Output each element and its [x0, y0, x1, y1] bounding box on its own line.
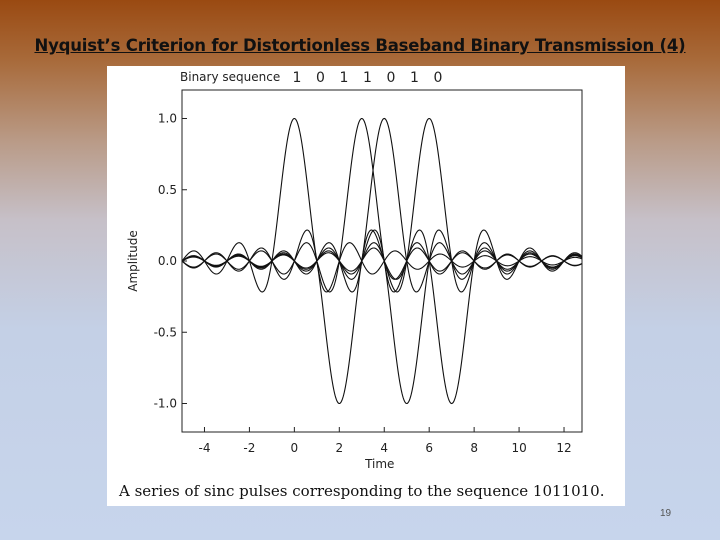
- binary-sequence-bits: [293, 70, 443, 86]
- x-tick-label: 8: [470, 441, 478, 455]
- sinc-pulse-bit-1: [182, 119, 582, 292]
- sequence-bit: 0: [386, 70, 396, 86]
- figure-caption: A series of sinc pulses corresponding to the sequence 1011010.: [119, 482, 605, 500]
- slide-number: 19: [660, 508, 672, 519]
- y-axis-label: Amplitude: [126, 230, 140, 292]
- x-tick-label: 10: [511, 441, 527, 455]
- sinc-pulse-chart: [107, 66, 625, 506]
- y-tick-label: 1.0: [157, 111, 177, 126]
- sequence-bit: 1: [410, 70, 419, 86]
- x-tick-label: 0: [290, 441, 299, 455]
- sinc-pulse-bit-3: [182, 119, 582, 292]
- x-axis-label: Time: [365, 457, 395, 471]
- sequence-bit: 0: [433, 70, 443, 86]
- x-tick-label: 12: [556, 441, 572, 455]
- sinc-curves: [182, 119, 582, 404]
- x-tick-label: -4: [198, 441, 211, 455]
- plot-frame: [182, 90, 582, 432]
- x-tick-label: 6: [425, 441, 434, 455]
- sinc-pulse-bit-4: [182, 119, 582, 292]
- sequence-bit: 1: [363, 70, 372, 86]
- binary-sequence-label: Binary sequence: [180, 70, 281, 84]
- sequence-bit: 0: [316, 70, 325, 86]
- x-tick-label: -2: [243, 441, 256, 455]
- sequence-bit: 1: [339, 70, 349, 86]
- y-tick-label: -0.5: [153, 325, 177, 340]
- y-tick-label: 0.0: [157, 254, 177, 268]
- y-tick-label: -1.0: [153, 396, 177, 411]
- chart-figure: [107, 66, 625, 506]
- slide-title: Nyquist’s Criterion for Distortionless Baseband Binary Transmission (4): [34, 36, 686, 55]
- x-tick-label: 4: [380, 441, 389, 455]
- x-tick-label: 2: [335, 441, 344, 455]
- sequence-bit: 1: [292, 70, 302, 86]
- sinc-pulse-bit-6: [182, 119, 582, 292]
- x-tick-labels: [198, 427, 571, 455]
- y-tick-label: 0.5: [157, 182, 177, 197]
- chart-frame: [182, 90, 582, 432]
